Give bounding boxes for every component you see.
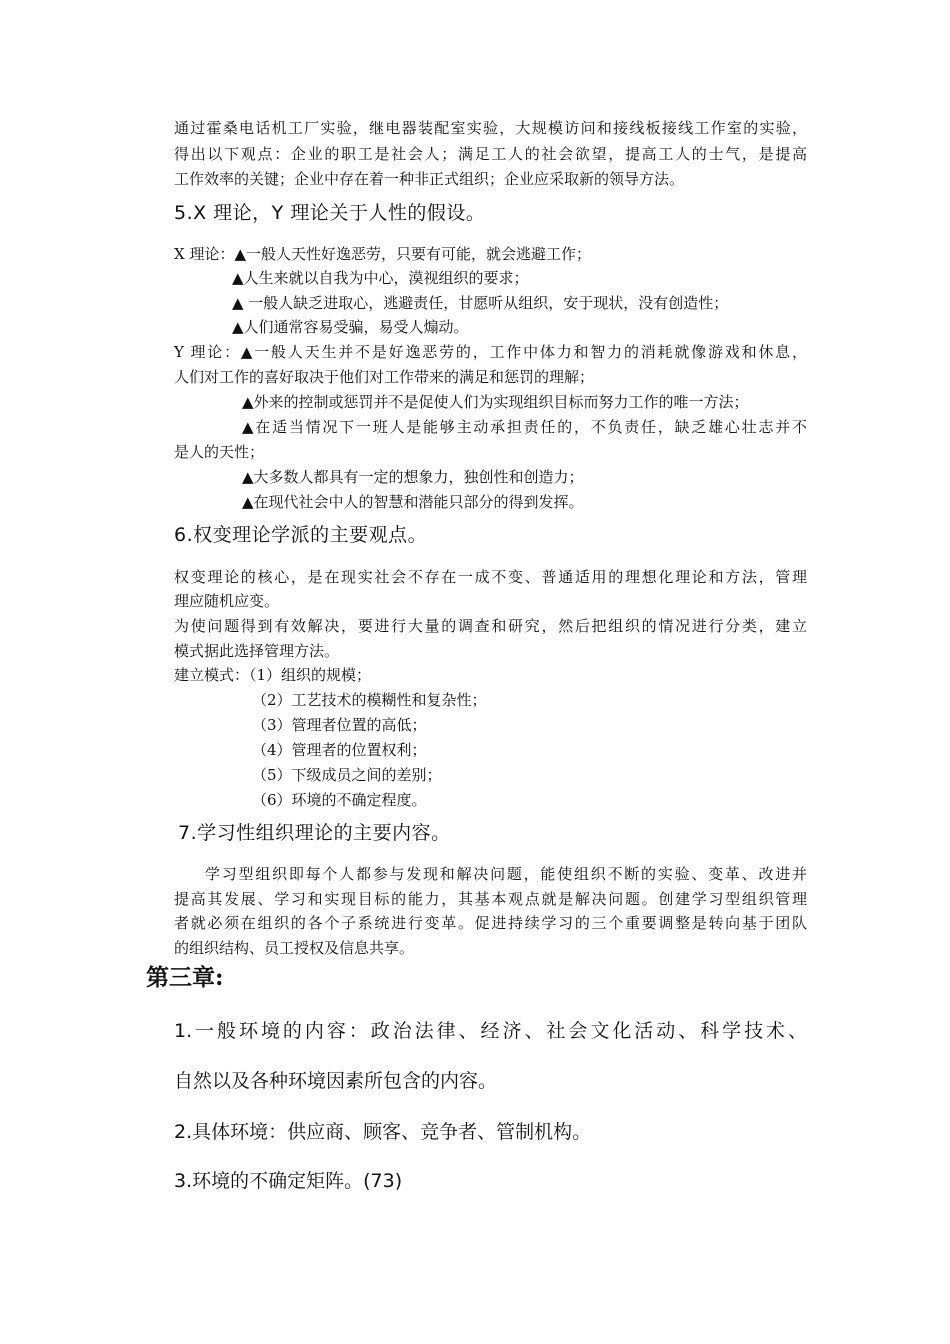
section-6-paragraph-line: 理应随机应变。 [174,592,280,610]
mode-item: （6）环境的不确定程度。 [252,791,427,809]
mode-item: （3）管理者位置的高低； [252,716,427,734]
chapter-item: 2.具体环境：供应商、顾客、竞争者、管制机构。 [174,1121,592,1143]
x-theory-line: ▲人生来就以自我为中心，漠视组织的要求； [232,269,529,287]
x-theory-line: X 理论：▲一般人天性好逸恶劳，只要有可能，就会逃避工作； [174,245,591,263]
intro-line-3: 工作效率的关键；企业中存在着一种非正式组织；企业应采取新的领导方法。 [174,170,685,188]
section-7-paragraph-line: 提高其发展、学习和实现目标的能力，其基本观点就是解决问题。创建学习型组织管理 [174,890,807,908]
section-6-paragraph-line: 权变理论的核心，是在现实社会不存在一成不变、普通适用的理想化理论和方法，管理 [174,568,807,586]
y-theory-line: ▲在现代社会中人的智慧和潜能只部分的得到发挥。 [242,493,584,511]
mode-item: （4）管理者的位置权利； [252,741,427,759]
y-theory-line: ▲在适当情况下一班人是能够主动承担责任的，不负责任，缺乏雄心壮志并不 [242,418,807,436]
x-theory-line: ▲人们通常容易受骗，易受人煽动。 [232,318,469,336]
section-7-paragraph-line: 者就必须在组织的各个子系统进行变革。促进持续学习的三个重要调整是转向基于团队 [174,914,807,932]
intro-line-2: 得出以下观点：企业的职工是社会人；满足工人的社会欲望，提高工人的士气，是提高 [174,145,807,163]
chapter-item: 自然以及各种环境因素所包含的内容。 [174,1070,498,1092]
modes-label: 建立模式：（1）组织的规模； [174,666,372,684]
chapter-title: 第三章: [146,964,224,991]
x-theory-line: ▲ 一般人缺乏进取心，逃避责任，甘愿听从组织，安于现状，没有创造性； [232,294,729,312]
mode-item: （2）工艺技术的模糊性和复杂性； [252,691,487,709]
section-7-paragraph-line: 的组织结构、员工授权及信息共享。 [174,939,415,957]
y-theory-line: ▲大多数人都具有一定的想象力，独创性和创造力； [242,468,584,486]
section-7-paragraph-line: 学习型组织即每个人都参与发现和解决问题，能使组织不断的实验、变革、改进并 [205,865,807,883]
y-theory-line: Y 理论：▲一般人天生并不是好逸恶劳的，工作中体力和智力的消耗就像游戏和休息， [174,343,807,361]
intro-line-1: 通过霍桑电话机工厂实验，继电器装配室实验，大规模访问和接线板接线工作室的实验， [174,119,807,137]
section-6-heading: 6.权变理论学派的主要观点。 [174,524,428,546]
y-theory-line: 是人的天性； [174,443,265,461]
section-5-heading: 5.X 理论，Y 理论关于人性的假设。 [174,202,486,224]
section-6-paragraph-line: 模式据此选择管理方法。 [174,642,340,660]
y-theory-line: ▲外来的控制或惩罚并不是促使人们为实现组织目标而努力工作的唯一方法； [242,393,749,411]
section-7-heading: 7.学习性组织理论的主要内容。 [178,822,451,844]
mode-item: （5）下级成员之间的差别； [252,766,442,784]
chapter-item: 3.环境的不确定矩阵。(73) [174,1170,403,1192]
section-6-paragraph-line: 为使问题得到有效解决，要进行大量的调查和研究，然后把组织的情况进行分类，建立 [174,617,807,635]
y-theory-line: 人们对工作的喜好取决于他们对工作带来的满足和惩罚的理解； [174,368,595,386]
chapter-item: 1.一般环境的内容：政治法律、经济、社会文化活动、科学技术、 [174,1020,807,1042]
